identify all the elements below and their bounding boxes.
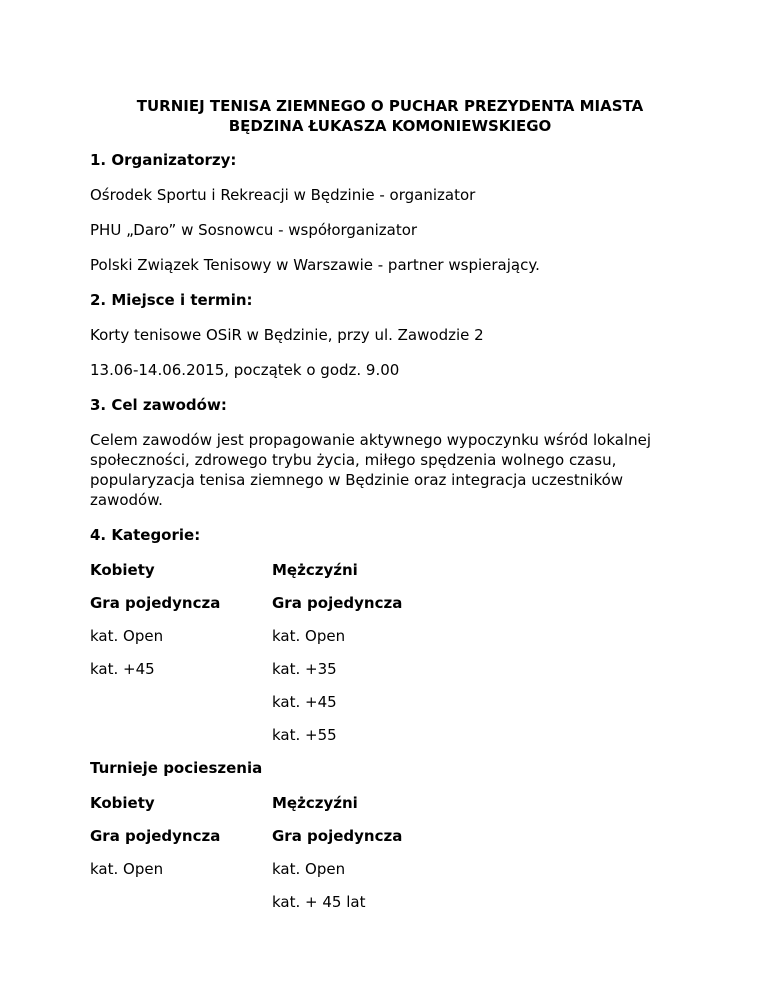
- document-page: [90, 96, 690, 925]
- women-game-type: Gra pojedyncza: [90, 827, 221, 845]
- men-game-type: Gra pojedyncza: [272, 594, 403, 612]
- partner-item: Polski Związek Tenisowy w Warszawie - partner wspierający.: [90, 256, 540, 274]
- women-category: kat. +45: [90, 660, 155, 678]
- consolation-header-row: [90, 793, 690, 813]
- consolation-row: [90, 859, 690, 879]
- goal-paragraph: Celem zawodów jest propagowanie aktywnego wypoczynku wśród lokalnej społeczności, zdrowego trybu życia, miłego spędzenia wolnego czasu, popularyzacja tenisa ziemnego w Będzinie oraz integracja uczestników zawodów.: [90, 431, 652, 509]
- men-category: kat. +45: [272, 693, 337, 711]
- section-2-heading: 2. Miejsce i termin:: [90, 291, 253, 309]
- co-organizer-item: PHU „Daro” w Sosnowcu - współorganizator: [90, 221, 418, 239]
- women-category: kat. Open: [90, 860, 164, 878]
- consolation-categories-table: [90, 793, 690, 912]
- women-category: [90, 725, 272, 745]
- men-category: kat. +55: [272, 726, 337, 744]
- venue-text: Korty tenisowe OSiR w Będzinie, przy ul. Zawodzie 2: [90, 326, 484, 344]
- section-4-heading: 4. Kategorie:: [90, 526, 201, 544]
- men-game-type: Gra pojedyncza: [272, 827, 403, 845]
- women-category: [90, 692, 272, 712]
- women-header: Kobiety: [90, 561, 155, 579]
- date-text: 13.06-14.06.2015, początek o godz. 9.00: [90, 361, 400, 379]
- category-row: [90, 626, 690, 646]
- category-header-row: [90, 560, 690, 580]
- women-category: kat. Open: [90, 627, 164, 645]
- main-categories-table: [90, 560, 690, 745]
- men-category: kat. Open: [272, 627, 346, 645]
- consolation-type-row: [90, 826, 690, 846]
- men-category: kat. Open: [272, 860, 346, 878]
- men-header: Mężczyźni: [272, 794, 358, 812]
- women-header: Kobiety: [90, 794, 155, 812]
- men-category: kat. +35: [272, 660, 337, 678]
- category-row: [90, 659, 690, 679]
- section-1-heading: 1. Organizatorzy:: [90, 151, 237, 169]
- men-category: kat. + 45 lat: [272, 893, 366, 911]
- consolation-row: [90, 892, 690, 912]
- document-title: [90, 96, 690, 136]
- organizer-item: Ośrodek Sportu i Rekreacji w Będzinie - organizator: [90, 186, 476, 204]
- category-row: [90, 692, 690, 712]
- title-line-1: TURNIEJ TENISA ZIEMNEGO O PUCHAR PREZYDENTA MIASTA: [136, 97, 644, 115]
- section-3-heading: 3. Cel zawodów:: [90, 396, 227, 414]
- category-row: [90, 725, 690, 745]
- women-game-type: Gra pojedyncza: [90, 594, 221, 612]
- women-category: [90, 892, 272, 912]
- title-line-2: BĘDZINA ŁUKASZA KOMONIEWSKIEGO: [228, 117, 552, 135]
- consolation-heading: Turnieje pocieszenia: [90, 759, 263, 777]
- men-header: Mężczyźni: [272, 561, 358, 579]
- category-type-row: [90, 593, 690, 613]
